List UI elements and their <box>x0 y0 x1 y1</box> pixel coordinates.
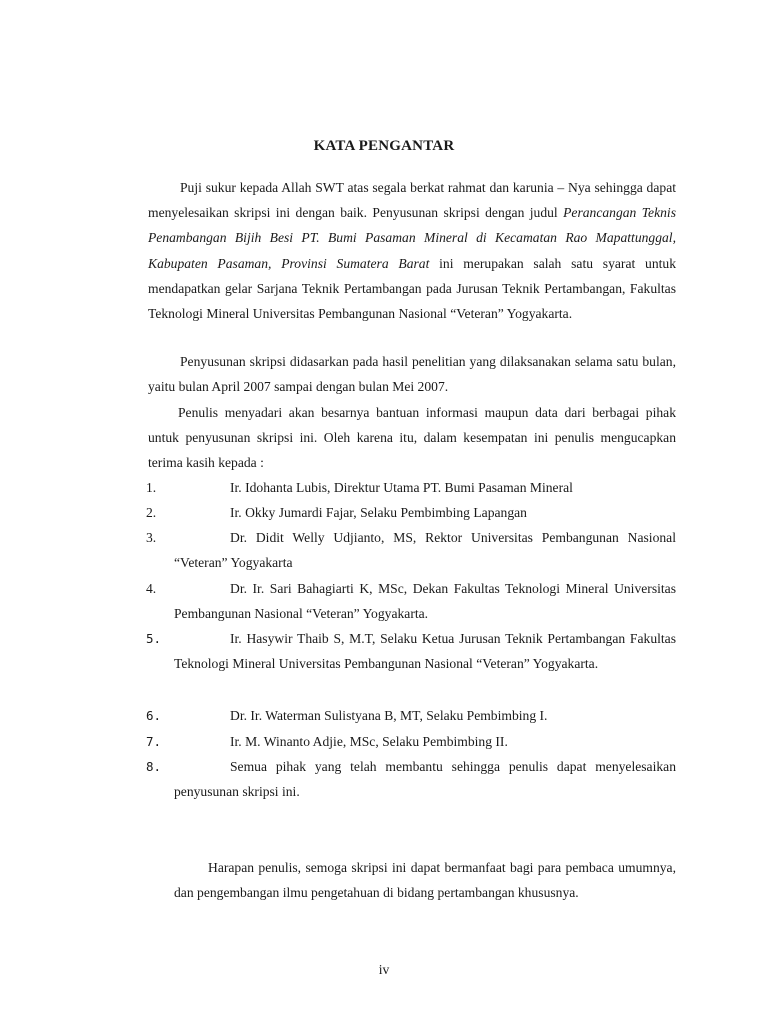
list-number: 6. <box>146 708 162 723</box>
intro-outro-text: ini merupakan salah satu syarat untuk mendapatkan gelar Sarjana Teknik Pertambangan pada Jurusan Teknik Pertambangan, Fakultas Teknologi Mineral Universitas Pembangunan Nasional “Veteran” Yogyakarta. <box>148 255 676 322</box>
list-item <box>146 475 676 500</box>
closing-paragraph: Harapan penulis, semoga skripsi ini dapat bermanfaat bagi para pembaca umumnya, dan pengembangan ilmu pengetahuan di bidang pertambangan khususnya. <box>174 860 676 901</box>
list-text: Dr. Ir. Sari Bahagiarti K, MSc, Dekan Fakultas Teknologi Mineral Universitas Pembangunan Nasional “Veteran” Yogyakarta. <box>174 581 676 622</box>
list-text: Dr. Ir. Waterman Sulistyana B, MT, Selaku Pembimbing I. <box>230 708 548 723</box>
list-item <box>146 576 676 627</box>
page-title: KATA PENGANTAR <box>313 138 455 154</box>
intro-paragraph <box>148 175 676 326</box>
list-item <box>146 703 676 728</box>
list-text: Semua pihak yang telah membantu sehingga penulis dapat menyelesaikan penyusunan skripsi ini. <box>174 759 676 800</box>
list-item <box>146 754 676 805</box>
list-number: 8. <box>146 759 162 774</box>
list-item <box>146 525 676 576</box>
intro-text: Puji sukur kepada Allah SWT atas segala berkat rahmat dan karunia – Nya sehingga dapat menyelesaikan skripsi ini dengan baik. Penyusunan skripsi dengan judul <box>148 180 676 221</box>
list-number: 7. <box>146 734 162 749</box>
list-text: Ir. Hasywir Thaib S, M.T, Selaku Ketua Jurusan Teknik Pertambangan Fakultas Teknologi Mineral Universitas Pembangunan Nasional “Veteran” Yogyakarta. <box>174 631 676 672</box>
list-number: 4. <box>146 581 157 596</box>
list-text: Dr. Didit Welly Udjianto, MS, Rektor Universitas Pembangunan Nasional “Veteran” Yogyakarta <box>174 530 676 571</box>
list-number: 2. <box>146 505 157 520</box>
list-item <box>146 729 676 754</box>
thanks-paragraph: Penulis menyadari akan besarnya bantuan informasi maupun data dari berbagai pihak untuk penyusunan skripsi ini. Oleh karena itu, dalam kesempatan ini penulis mengucapkan terima kasih kepada : <box>148 405 676 471</box>
list-text: Ir. M. Winanto Adjie, MSc, Selaku Pembimbing II. <box>230 734 508 749</box>
page-number: iv <box>378 962 390 977</box>
list-number: 3. <box>146 530 157 545</box>
list-number: 5. <box>146 631 162 646</box>
list-item <box>146 500 676 525</box>
list-text: Ir. Idohanta Lubis, Direktur Utama PT. Bumi Pasaman Mineral <box>230 480 573 495</box>
thesis-title: Perancangan Teknis Penambangan Bijih Besi PT. Bumi Pasaman Mineral di Kecamatan Rao Mapattunggal, Kabupaten Pasaman, Provinsi Sumatera Barat <box>148 205 676 271</box>
list-number: 1. <box>146 480 157 495</box>
list-text: Ir. Okky Jumardi Fajar, Selaku Pembimbing Lapangan <box>230 505 527 520</box>
list-item <box>146 626 676 677</box>
research-paragraph: Penyusunan skripsi didasarkan pada hasil penelitian yang dilaksanakan selama satu bulan, yaitu bulan April 2007 sampai dengan bulan Mei 2007. <box>148 354 676 395</box>
